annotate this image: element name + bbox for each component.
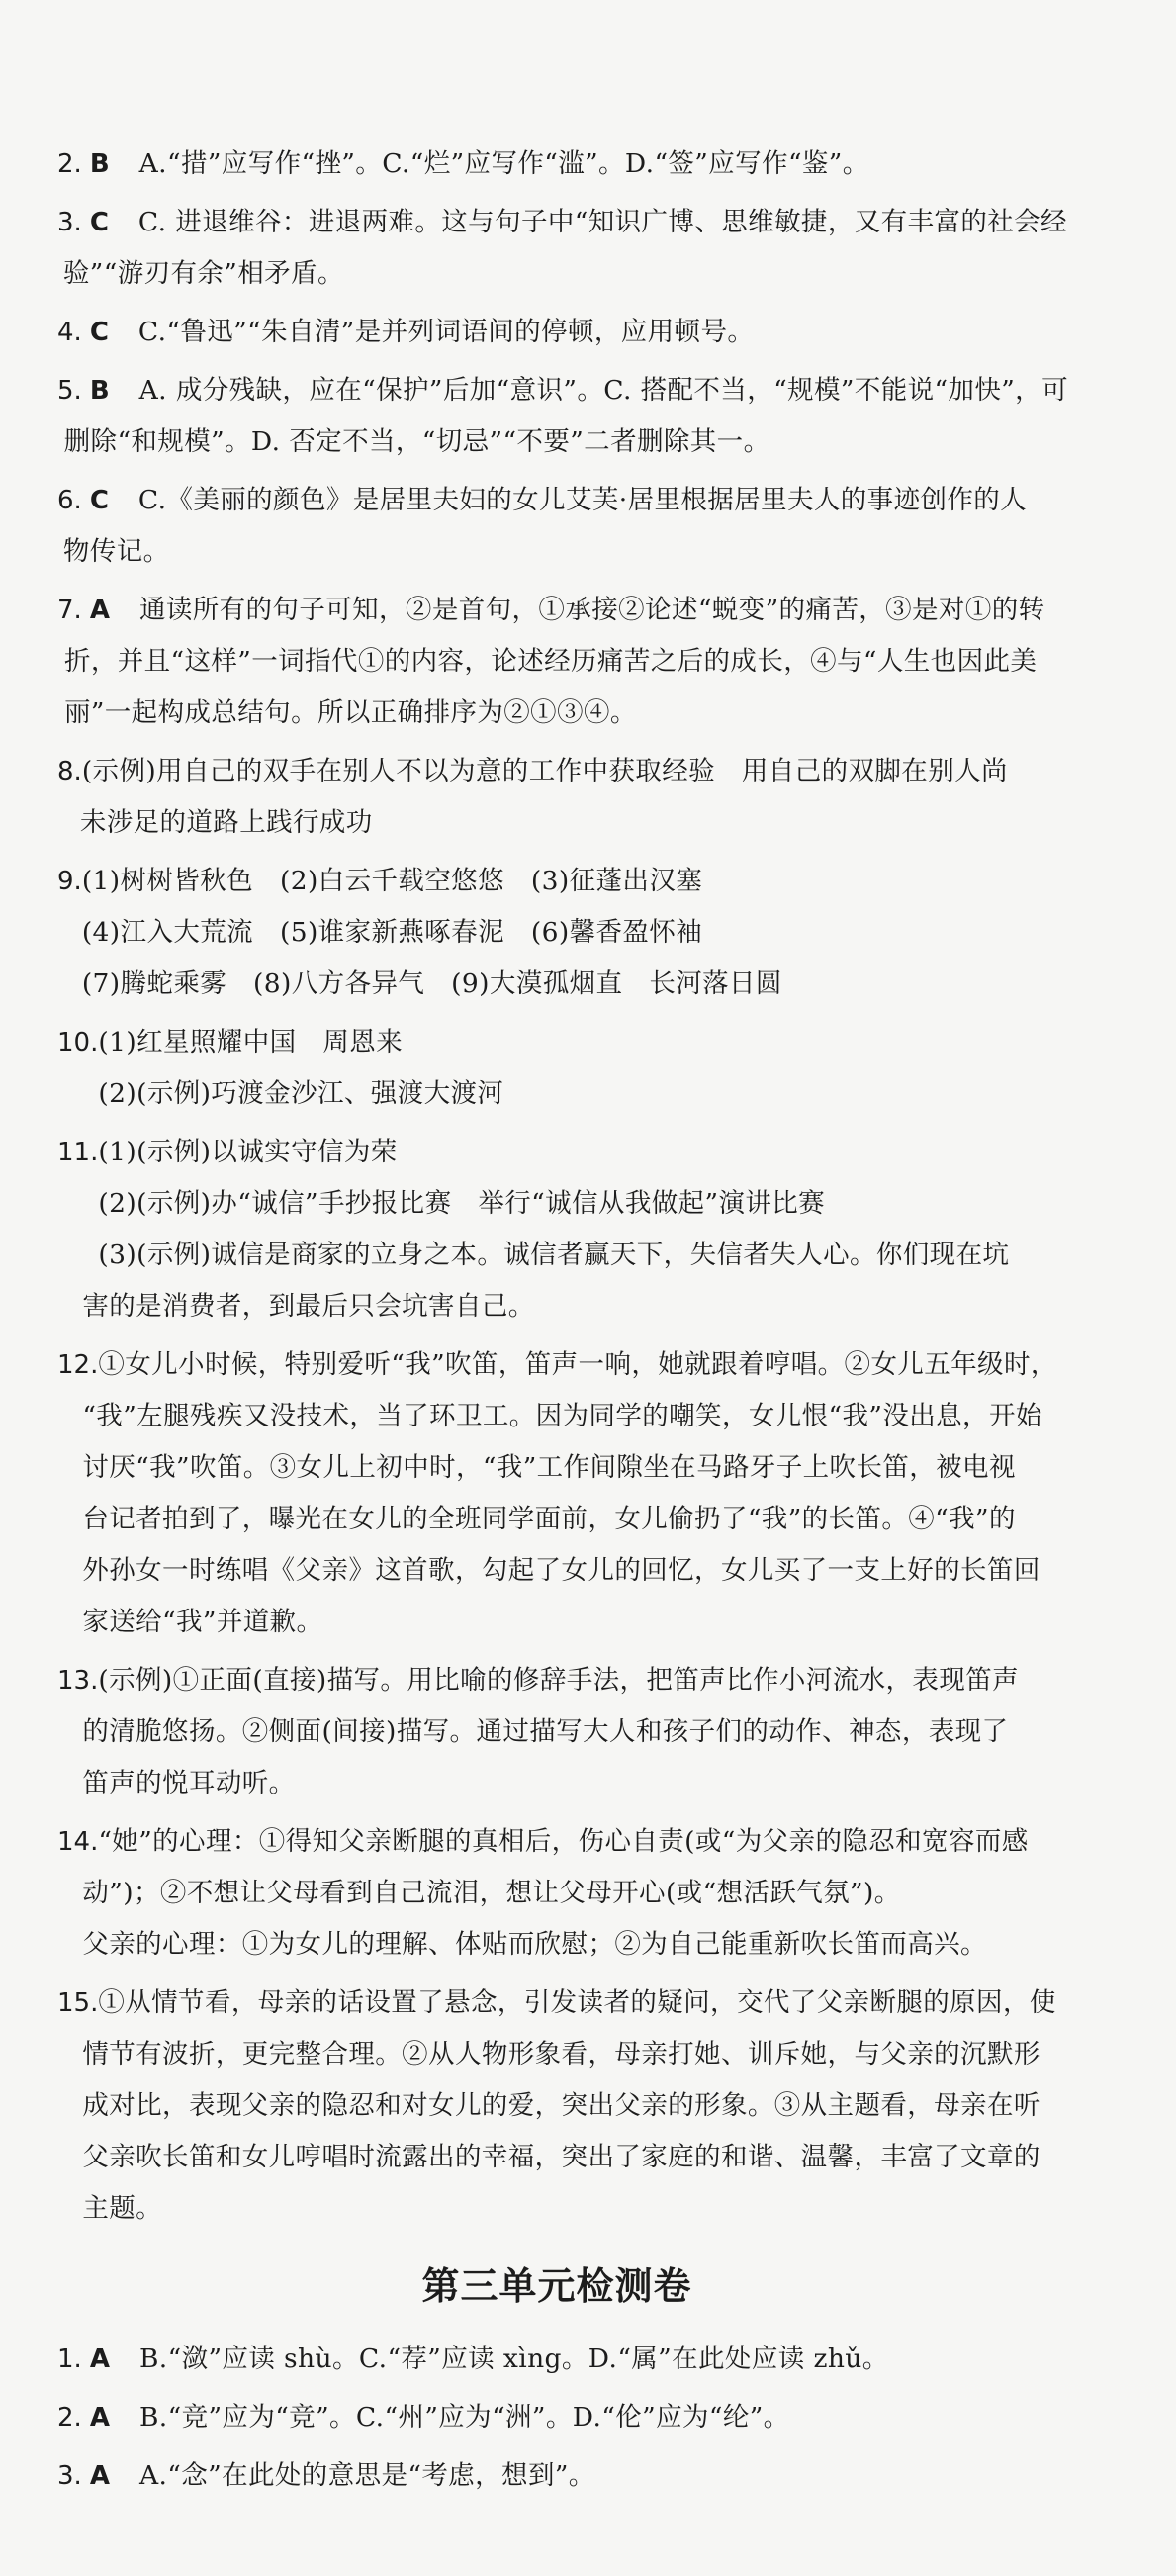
answer-text: (4)江入大荒流 (5)谁家新燕啄春泥 (6)馨香盈怀袖 bbox=[81, 917, 703, 948]
question-number: 12. bbox=[57, 1350, 99, 1380]
question-number: 5. bbox=[57, 376, 82, 406]
answer-text: ①女儿小时候，特别爱听“我”吹笛，笛声一响，她就跟着哼唱。②女儿五年级时， bbox=[98, 1349, 1057, 1380]
answer-text: 家送给“我”并道歉。 bbox=[82, 1607, 323, 1637]
question-number: 11. bbox=[57, 1138, 99, 1167]
answer-text: (1)树树皆秋色 (2)白云千载空悠悠 (3)征蓬出汉塞 bbox=[81, 866, 703, 896]
question-number: 4. bbox=[57, 318, 82, 347]
answer-text: 删除“和规模”。D. 否定不当，“切忌”“不要”二者删除其一。 bbox=[63, 426, 770, 457]
answer-letter: C bbox=[89, 318, 109, 347]
question-number: 8. bbox=[57, 757, 82, 786]
answer-letter: A bbox=[89, 2461, 110, 2491]
answer-text: 物传记。 bbox=[62, 536, 170, 567]
section-title: 第三单元检测卷 bbox=[421, 2264, 692, 2308]
answer-text: A.“措”应写作“挫”。C.“烂”应写作“滥”。D.“签”应写作“鉴”。 bbox=[138, 148, 869, 179]
answer-item-3 bbox=[57, 197, 1067, 300]
answer-page bbox=[57, 138, 1068, 2509]
question-number: 13. bbox=[57, 1666, 99, 1696]
answer-letter: C bbox=[89, 208, 109, 237]
answer-text: 害的是消费者，到最后只会坑害自己。 bbox=[82, 1291, 535, 1322]
answer-text: “我”左腿残疾又没技术，当了环卫工。因为同学的嘲笑，女儿恨“我”没出息，开始 bbox=[82, 1401, 1042, 1431]
answer-text: 丽”一起构成总结句。所以正确排序为②①③④。 bbox=[63, 697, 637, 728]
answer-item-9 bbox=[57, 856, 1056, 1010]
answer-text: (示例)用自己的双手在别人不以为意的工作中获取经验 用自己的双脚在别人尚 bbox=[81, 756, 1008, 786]
answer-text: 情节有波折，更完整合理。②从人物形象看，母亲打她、训斥她，与父亲的沉默形 bbox=[82, 2039, 1040, 2070]
question-number: 10. bbox=[57, 1028, 99, 1058]
answer-item-6 bbox=[57, 475, 1056, 578]
question-number: 9. bbox=[57, 867, 82, 896]
answer-text: 主题。 bbox=[82, 2193, 163, 2224]
answer-text: 讨厌“我”吹笛。③女儿上初中时，“我”工作间隙坐在马路牙子上吹长笛，被电视 bbox=[82, 1452, 1016, 1483]
question-number: 3. bbox=[57, 2461, 82, 2491]
answer-item-13 bbox=[57, 1655, 1056, 1809]
answer-text: A.“念”在此处的意思是“考虑，想到”。 bbox=[138, 2460, 595, 2491]
answer-text: ①从情节看，母亲的话设置了悬念，引发读者的疑问，交代了父亲断腿的原因，使 bbox=[98, 1987, 1056, 2018]
answer-item-2-2 bbox=[57, 2392, 1056, 2443]
answer-text: “她”的心理：①得知父亲断腿的真相后，伤心自责(或“为父亲的隐忍和宽容而感 bbox=[98, 1826, 1029, 1857]
answer-text: 通读所有的句子可知，②是首句，①承接②论述“蜕变”的痛苦，③是对①的转 bbox=[138, 595, 1045, 625]
answer-text: 父亲的心理：①为女儿的理解、体贴而欣慰；②为自己能重新吹长笛而高兴。 bbox=[82, 1929, 987, 1960]
answer-text: 笛声的悦耳动听。 bbox=[82, 1768, 296, 1798]
answer-text: (2)(示例)巧渡金沙江、强渡大渡河 bbox=[98, 1078, 504, 1109]
answer-letter: A bbox=[89, 596, 110, 625]
question-number: 15. bbox=[57, 1988, 99, 2018]
answer-item-10 bbox=[57, 1017, 1056, 1120]
answer-item-2 bbox=[57, 138, 1056, 190]
question-number: 2. bbox=[57, 2403, 82, 2433]
answer-text: (3)(示例)诚信是商家的立身之本。诚信者赢天下，失信者失人心。你们现在坑 bbox=[98, 1240, 1010, 1270]
answer-item-11 bbox=[57, 1127, 1056, 1333]
question-number: 7. bbox=[57, 596, 82, 625]
answer-text: (2)(示例)办“诚信”手抄报比赛 举行“诚信从我做起”演讲比赛 bbox=[98, 1188, 826, 1219]
answer-item-2-3 bbox=[57, 2450, 1056, 2502]
answer-text: 动”)；②不想让父母看到自己流泪，想让父母开心(或“想活跃气氛”)。 bbox=[82, 1878, 901, 1908]
answer-text: 折，并且“这样”一词指代①的内容，论述经历痛苦之后的成长，④与“人生也因此美 bbox=[63, 646, 1038, 677]
answer-letter: A bbox=[89, 2345, 110, 2374]
answer-letter: A bbox=[89, 2403, 110, 2433]
answer-item-15 bbox=[57, 1978, 1056, 2235]
answer-item-2-1 bbox=[57, 2334, 1056, 2385]
answer-text: (1)红星照耀中国 周恩来 bbox=[98, 1027, 404, 1058]
answer-text: C.《美丽的颜色》是居里夫妇的女儿艾芙·居里根据居里夫人的事迹创作的人 bbox=[137, 485, 1028, 515]
answer-text: B.“竞”应为“竞”。C.“州”应为“洲”。D.“伦”应为“纶”。 bbox=[138, 2402, 790, 2433]
answer-item-5 bbox=[57, 365, 1068, 468]
answer-item-14 bbox=[57, 1816, 1056, 1971]
answer-text: (7)腾蛇乘雾 (8)八方各异气 (9)大漠孤烟直 长河落日圆 bbox=[81, 968, 782, 999]
answer-letter: B bbox=[89, 376, 110, 406]
question-number: 6. bbox=[57, 486, 82, 515]
question-number: 1. bbox=[57, 2345, 82, 2374]
answer-item-4 bbox=[57, 307, 1056, 358]
answer-text: (示例)①正面(直接)描写。用比喻的修辞手法，把笛声比作小河流水，表现笛声 bbox=[98, 1665, 1020, 1696]
question-number: 3. bbox=[57, 208, 82, 237]
answer-text: C.“鲁迅”“朱自清”是并列词语间的停顿，应用顿号。 bbox=[137, 317, 755, 347]
answer-text: 外孙女一时练唱《父亲》这首歌，勾起了女儿的回忆，女儿买了一支上好的长笛回 bbox=[82, 1555, 1040, 1586]
answer-text: 验”“游刃有余”相矛盾。 bbox=[62, 258, 344, 289]
answer-item-12 bbox=[57, 1339, 1056, 1648]
question-number: 2. bbox=[57, 149, 82, 179]
answer-text: 成对比，表现父亲的隐忍和对女儿的爱，突出父亲的形象。③从主题看，母亲在听 bbox=[82, 2090, 1040, 2121]
answer-text: 台记者拍到了，曝光在女儿的全班同学面前，女儿偷扔了“我”的长笛。④“我”的 bbox=[82, 1504, 1016, 1534]
answer-text: 的清脆悠扬。②侧面(间接)描写。通过描写大人和孩子们的动作、神态，表现了 bbox=[82, 1716, 1009, 1747]
question-number: 14. bbox=[57, 1827, 99, 1857]
answer-letter: C bbox=[89, 486, 109, 515]
answer-text: 未涉足的道路上践行成功 bbox=[79, 807, 373, 838]
answer-text: 父亲吹长笛和女儿哼唱时流露出的幸福，突出了家庭的和谐、温馨，丰富了文章的 bbox=[82, 2142, 1040, 2172]
answer-text: A. 成分残缺，应在“保护”后加“意识”。C. 搭配不当，“规模”不能说“加快”，可 bbox=[138, 375, 1068, 406]
answer-text: (1)(示例)以诚实守信为荣 bbox=[98, 1137, 398, 1167]
answer-letter: B bbox=[89, 149, 110, 179]
answer-item-7 bbox=[57, 585, 1056, 739]
answer-item-8 bbox=[57, 746, 1056, 849]
answer-text: C. 进退维谷：进退两难。这与句子中“知识广博、思维敏捷，又有丰富的社会经 bbox=[137, 207, 1067, 237]
answer-text: B.“潋”应读 shù。C.“荐”应读 xìng。D.“属”在此处应读 zhǔ。 bbox=[138, 2344, 889, 2374]
